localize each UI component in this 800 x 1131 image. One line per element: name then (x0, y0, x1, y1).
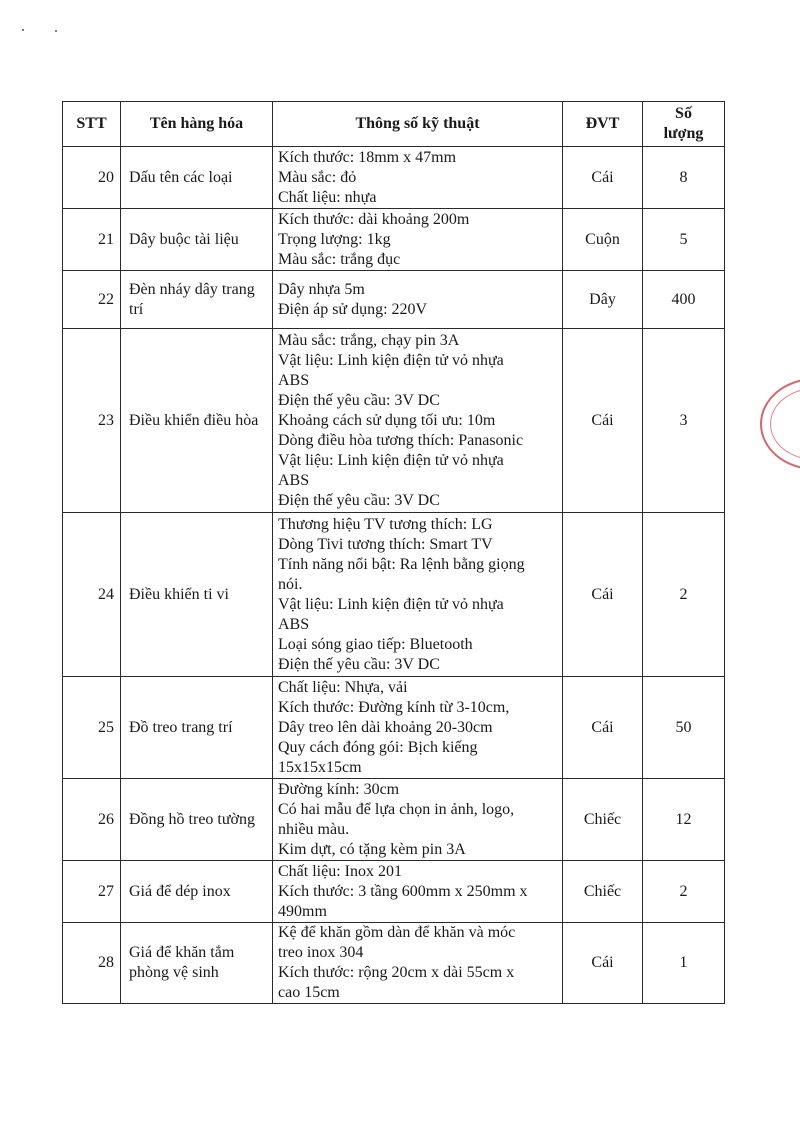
row-unit: Chiếc (563, 861, 643, 923)
spec-line: Điện thế yêu cầu: 3V DC (278, 391, 440, 409)
row-qty: 2 (643, 513, 725, 677)
spec-line: Chất liệu: Inox 201 (278, 862, 402, 880)
row-stt: 25 (63, 677, 121, 779)
row-unit: Chiếc (563, 779, 643, 861)
row-spec (273, 677, 563, 779)
spec-line: 15x15x15cm (278, 758, 362, 776)
row-stt: 23 (63, 329, 121, 513)
spec-line: treo inox 304 (278, 944, 364, 961)
table-row (63, 329, 725, 513)
row-unit: Cái (563, 677, 643, 779)
row-spec (273, 271, 563, 329)
spec-line: Điện thế yêu cầu: 3V DC (278, 491, 440, 509)
row-unit: Dây (563, 271, 643, 329)
table-row (63, 147, 725, 209)
spec-line: Dây treo lên dài khoảng 20-30cm (278, 718, 493, 736)
row-stt: 27 (63, 861, 121, 923)
row-name: Đèn nháy dây trang trí (121, 271, 273, 329)
spec-line: Kích thước: Đường kính từ 3-10cm, (278, 698, 510, 716)
spec-line: Khoảng cách sử dụng tối ưu: 10m (278, 411, 496, 429)
row-spec (273, 329, 563, 513)
row-stt: 24 (63, 513, 121, 677)
spec-line: Kim dựt, có tặng kèm pin 3A (278, 840, 466, 858)
row-stt: 22 (63, 271, 121, 329)
row-name: Giá để dép inox (121, 861, 273, 923)
red-seal-stamp (760, 378, 800, 470)
spec-line: ABS (278, 471, 310, 489)
row-qty: 50 (643, 677, 725, 779)
spec-line: Kích thước: 18mm x 47mm (278, 148, 457, 166)
row-qty: 1 (643, 923, 725, 1004)
spec-line: Màu sắc: đỏ (278, 168, 357, 186)
row-stt: 20 (63, 147, 121, 209)
row-spec (273, 923, 563, 1004)
row-name: Dấu tên các loại (121, 147, 273, 209)
spec-line: Vật liệu: Linh kiện điện tử vỏ nhựa (278, 351, 504, 369)
row-name: Giá để khăn tắm phòng vệ sinh (121, 923, 273, 1004)
row-qty: 5 (643, 209, 725, 271)
spec-line: Đường kính: 30cm (278, 780, 400, 798)
spec-line: Kệ để khăn gồm dàn để khăn và móc (278, 924, 516, 941)
row-spec (273, 513, 563, 677)
table-row (63, 779, 725, 861)
row-qty: 12 (643, 779, 725, 861)
spec-line: Vật liệu: Linh kiện điện tử vỏ nhựa (278, 451, 504, 469)
spec-line: Thương hiệu TV tương thích: LG (278, 515, 493, 533)
header-qty-line2: lượng (663, 125, 704, 142)
header-qty (643, 102, 725, 147)
spec-line: Dây nhựa 5m (278, 280, 365, 298)
spec-line: ABS (278, 615, 310, 633)
row-name: Điều khiển ti vi (121, 513, 273, 677)
row-stt: 28 (63, 923, 121, 1004)
table-row (63, 271, 725, 329)
table-row (63, 209, 725, 271)
table-row (63, 513, 725, 677)
scan-speck (55, 30, 57, 32)
row-spec (273, 209, 563, 271)
spec-line: Kích thước: rộng 20cm x dài 55cm x (278, 964, 515, 981)
spec-line: ABS (278, 371, 310, 389)
header-spec: Thông số kỹ thuật (273, 102, 563, 147)
spec-line: Tính năng nổi bật: Ra lệnh bằng giọng (278, 555, 525, 573)
header-stt: STT (63, 102, 121, 147)
spec-line: Loại sóng giao tiếp: Bluetooth (278, 635, 473, 653)
header-name: Tên hàng hóa (121, 102, 273, 147)
table-row (63, 677, 725, 779)
spec-line: Màu sắc: trắng, chạy pin 3A (278, 331, 460, 349)
table-row (63, 923, 725, 1004)
row-unit: Cái (563, 147, 643, 209)
spec-line: Chất liệu: Nhựa, vải (278, 678, 408, 696)
row-name: Điều khiển điều hòa (121, 329, 273, 513)
row-spec (273, 147, 563, 209)
table-row (63, 861, 725, 923)
row-spec (273, 779, 563, 861)
row-unit: Cái (563, 513, 643, 677)
spec-line: Vật liệu: Linh kiện điện tử vỏ nhựa (278, 595, 504, 613)
row-qty: 400 (643, 271, 725, 329)
row-name: Đồ treo trang trí (121, 677, 273, 779)
spec-line: nhiều màu. (278, 820, 350, 838)
spec-line: Chất liệu: nhựa (278, 188, 377, 206)
row-qty: 3 (643, 329, 725, 513)
row-qty: 8 (643, 147, 725, 209)
spec-line: cao 15cm (278, 984, 340, 1001)
header-qty-line1: Số (675, 105, 692, 122)
table-header-row (63, 102, 725, 147)
spec-line: nói. (278, 575, 303, 593)
row-stt: 26 (63, 779, 121, 861)
scan-speck (22, 29, 24, 31)
row-name: Dây buộc tài liệu (121, 209, 273, 271)
row-unit: Cuộn (563, 209, 643, 271)
row-name: Đồng hồ treo tường (121, 779, 273, 861)
row-qty: 2 (643, 861, 725, 923)
spec-line: Màu sắc: trắng đục (278, 250, 401, 268)
spec-line: Kích thước: 3 tầng 600mm x 250mm x (278, 882, 528, 900)
spec-line: Dòng Tivi tương thích: Smart TV (278, 535, 493, 553)
spec-line: Kích thước: dài khoảng 200m (278, 210, 470, 228)
spec-line: Có hai mẫu để lựa chọn in ảnh, logo, (278, 800, 515, 818)
spec-line: Điện thế yêu cầu: 3V DC (278, 655, 440, 673)
spec-line: Điện áp sử dụng: 220V (278, 300, 428, 318)
specification-table (62, 101, 725, 1004)
row-unit: Cái (563, 923, 643, 1004)
row-unit: Cái (563, 329, 643, 513)
spec-line: Trọng lượng: 1kg (278, 230, 391, 248)
spec-line: Quy cách đóng gói: Bịch kiếng (278, 738, 478, 756)
spec-line: 490mm (278, 902, 327, 920)
row-spec (273, 861, 563, 923)
row-stt: 21 (63, 209, 121, 271)
spec-line: Dòng điều hòa tương thích: Panasonic (278, 431, 524, 449)
header-unit: ĐVT (563, 102, 643, 147)
